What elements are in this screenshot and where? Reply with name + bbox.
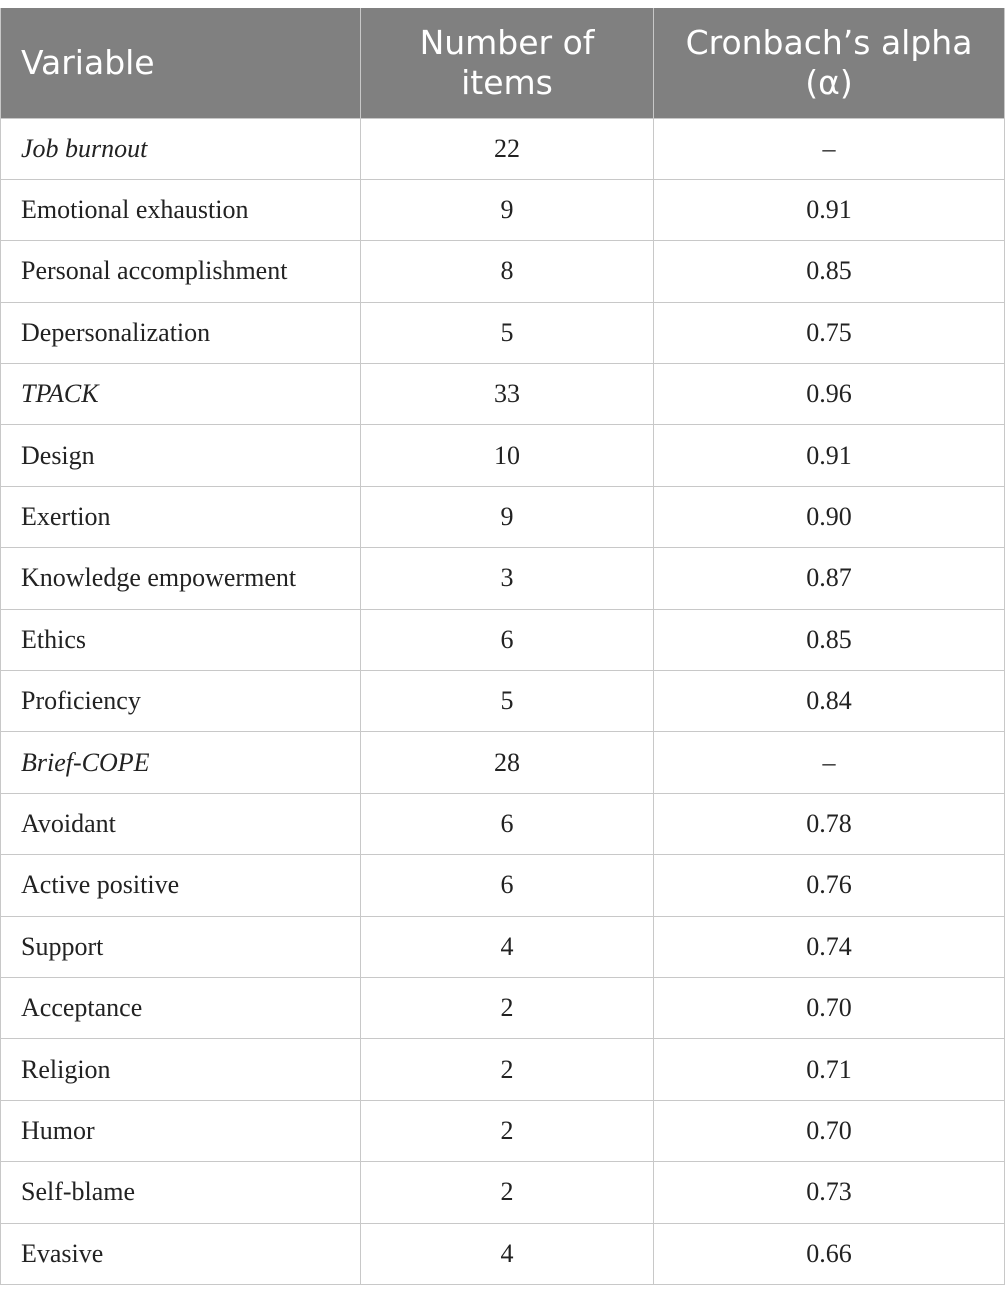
cell-variable: Avoidant (1, 793, 361, 854)
cell-cronbach-alpha: 0.96 (654, 364, 1005, 425)
cell-variable: Active positive (1, 855, 361, 916)
table-row (1, 425, 1005, 486)
table-row (1, 1162, 1005, 1223)
reliability-table-container (0, 8, 1005, 1285)
cell-variable: TPACK (1, 364, 361, 425)
cell-number-of-items: 10 (361, 425, 654, 486)
reliability-table (0, 8, 1005, 1285)
cell-variable: Evasive (1, 1223, 361, 1284)
header-variable: Variable (1, 8, 361, 118)
cell-number-of-items: 4 (361, 1223, 654, 1284)
cell-number-of-items: 2 (361, 1100, 654, 1161)
cell-number-of-items: 9 (361, 486, 654, 547)
cell-cronbach-alpha: 0.85 (654, 609, 1005, 670)
cell-variable: Exertion (1, 486, 361, 547)
cell-variable: Ethics (1, 609, 361, 670)
table-row (1, 793, 1005, 854)
cell-cronbach-alpha: – (654, 732, 1005, 793)
cell-number-of-items: 2 (361, 977, 654, 1038)
table-row (1, 486, 1005, 547)
cell-variable: Humor (1, 1100, 361, 1161)
table-row (1, 118, 1005, 179)
cell-number-of-items: 6 (361, 609, 654, 670)
cell-variable: Acceptance (1, 977, 361, 1038)
table-row (1, 609, 1005, 670)
cell-cronbach-alpha: 0.85 (654, 241, 1005, 302)
cell-cronbach-alpha: 0.78 (654, 793, 1005, 854)
cell-number-of-items: 22 (361, 118, 654, 179)
cell-number-of-items: 8 (361, 241, 654, 302)
cell-number-of-items: 3 (361, 548, 654, 609)
cell-variable: Personal accomplishment (1, 241, 361, 302)
table-body (1, 118, 1005, 1284)
table-row (1, 548, 1005, 609)
cell-number-of-items: 2 (361, 1039, 654, 1100)
cell-number-of-items: 6 (361, 793, 654, 854)
cell-cronbach-alpha: 0.70 (654, 1100, 1005, 1161)
cell-cronbach-alpha: 0.87 (654, 548, 1005, 609)
cell-variable: Job burnout (1, 118, 361, 179)
cell-variable: Self-blame (1, 1162, 361, 1223)
cell-cronbach-alpha: 0.71 (654, 1039, 1005, 1100)
cell-cronbach-alpha: 0.73 (654, 1162, 1005, 1223)
cell-variable: Religion (1, 1039, 361, 1100)
table-row (1, 241, 1005, 302)
cell-number-of-items: 5 (361, 302, 654, 363)
cell-number-of-items: 33 (361, 364, 654, 425)
cell-variable: Emotional exhaustion (1, 179, 361, 240)
table-row (1, 671, 1005, 732)
table-row (1, 364, 1005, 425)
table-header (1, 8, 1005, 118)
table-row (1, 1100, 1005, 1161)
cell-cronbach-alpha: 0.84 (654, 671, 1005, 732)
table-row (1, 855, 1005, 916)
cell-cronbach-alpha: 0.75 (654, 302, 1005, 363)
cell-number-of-items: 4 (361, 916, 654, 977)
table-row (1, 179, 1005, 240)
cell-number-of-items: 28 (361, 732, 654, 793)
cell-cronbach-alpha: – (654, 118, 1005, 179)
cell-cronbach-alpha: 0.90 (654, 486, 1005, 547)
table-row (1, 916, 1005, 977)
cell-number-of-items: 2 (361, 1162, 654, 1223)
cell-variable: Design (1, 425, 361, 486)
cell-variable: Knowledge empowerment (1, 548, 361, 609)
table-row (1, 977, 1005, 1038)
cell-cronbach-alpha: 0.91 (654, 179, 1005, 240)
cell-variable: Support (1, 916, 361, 977)
table-row (1, 1223, 1005, 1284)
table-row (1, 1039, 1005, 1100)
cell-cronbach-alpha: 0.74 (654, 916, 1005, 977)
cell-cronbach-alpha: 0.70 (654, 977, 1005, 1038)
table-row (1, 732, 1005, 793)
header-number-of-items: Number of items (361, 8, 654, 118)
cell-variable: Depersonalization (1, 302, 361, 363)
header-cronbach-alpha: Cronbach’s alpha (α) (654, 8, 1005, 118)
cell-number-of-items: 5 (361, 671, 654, 732)
cell-cronbach-alpha: 0.66 (654, 1223, 1005, 1284)
cell-variable: Brief-COPE (1, 732, 361, 793)
table-row (1, 302, 1005, 363)
cell-number-of-items: 6 (361, 855, 654, 916)
cell-number-of-items: 9 (361, 179, 654, 240)
cell-variable: Proficiency (1, 671, 361, 732)
header-row (1, 8, 1005, 118)
cell-cronbach-alpha: 0.91 (654, 425, 1005, 486)
cell-cronbach-alpha: 0.76 (654, 855, 1005, 916)
